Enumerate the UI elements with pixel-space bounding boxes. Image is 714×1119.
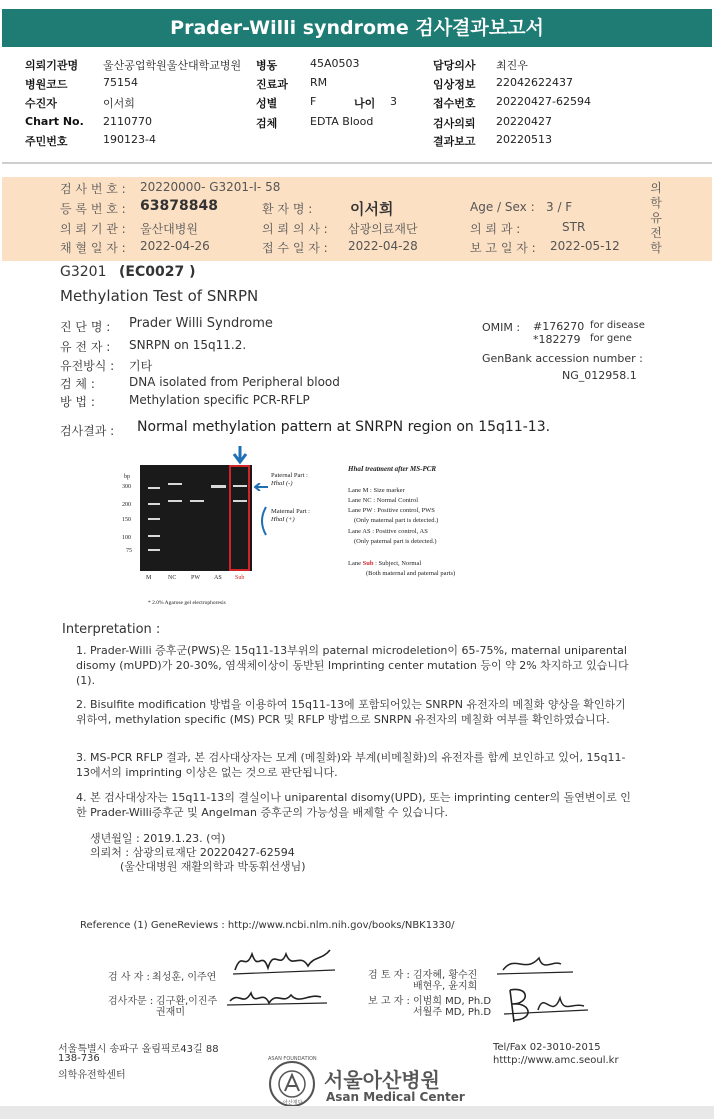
reviewer-value-2: 배현우, 윤지희 [413, 981, 478, 992]
arrow-down-icon [232, 446, 248, 466]
field-value: F [310, 95, 317, 108]
field-value: 190123-4 [103, 133, 156, 146]
advisor-value-2: 권재미 [156, 1007, 185, 1018]
age-value: 3 [390, 95, 397, 108]
field-value: RM [310, 76, 328, 89]
test-no-label: 검 사 번 호 : [60, 182, 126, 196]
genbank-label: GenBank accession number : [482, 352, 643, 365]
marker-label: 300 [122, 484, 131, 490]
header-divider [2, 162, 712, 164]
legend-sub-note: (Both maternal and paternal parts) [366, 570, 456, 577]
omim-disease-note: for disease [590, 320, 645, 331]
gel-band [211, 485, 226, 488]
field-value: 20220513 [496, 133, 552, 146]
inherit-label: 유전방식 : [60, 359, 115, 373]
field-label: 검사의뢰 [433, 117, 476, 130]
age-label: 나이 [354, 97, 376, 110]
reporter-label: 보 고 자 : [368, 996, 410, 1007]
bracket-icon [256, 506, 268, 536]
gel-band [168, 500, 182, 502]
age-sex-value: 3 / F [546, 200, 573, 214]
field-label: Chart No. [25, 115, 84, 128]
receive-label: 접 수 일 자 : [262, 241, 328, 255]
field-value: 20220427-62594 [496, 95, 591, 108]
reference: Reference (1) GeneReviews : http://www.ncbi.nlm.nih.gov/books/NBK1330/ [80, 920, 455, 931]
footer-address-1: 서울특별시 송파구 올림픽로43길 88 [58, 1044, 219, 1055]
patient-value: 이서희 [350, 200, 394, 218]
paternal-sub: HhaI (-) [271, 480, 293, 487]
lane-label: M [146, 575, 152, 581]
reporter-value-1: 이범희 MD, Ph.D [413, 996, 492, 1007]
lane-label: AS [214, 575, 222, 581]
collect-value: 2022-04-26 [140, 239, 210, 253]
field-label: 검체 [256, 117, 278, 130]
omim-label: OMIM : [482, 321, 521, 334]
field-label: 담당의사 [433, 59, 476, 72]
reporter-value-2: 서월주 MD, Ph.D [413, 1007, 492, 1018]
gel-band [148, 535, 160, 537]
test-ec: (EC0027 ) [119, 264, 196, 280]
tester-signature [230, 940, 340, 980]
field-value: 울산공업학원울산대학교병원 [103, 59, 242, 72]
page-footer-bar [0, 1106, 714, 1119]
lane-label: PW [191, 575, 200, 581]
logo-english: Asan Medical Center [326, 1090, 465, 1104]
method-value: Methylation specific PCR-RFLP [129, 393, 310, 407]
test-name: Methylation Test of SNRPN [60, 287, 259, 305]
field-label: 임상정보 [433, 78, 476, 91]
paternal-title: Paternal Part : [271, 472, 308, 479]
marker-label: 200 [122, 502, 131, 508]
field-value: EDTA Blood [310, 115, 374, 128]
maternal-title: Maternal Part : [271, 508, 310, 515]
legend-line: Lane M : Size marker [348, 487, 405, 494]
legend-line: Lane NC : Normal Control [348, 497, 419, 504]
collect-label: 채 혈 일 자 : [60, 241, 126, 255]
legend-line: Lane AS : Positive control, AS [348, 528, 428, 535]
gene-value: SNRPN on 15q11.2. [129, 338, 247, 352]
gel-band [168, 483, 182, 485]
footer-tel: Tel/Fax 02-3010-2015 [493, 1042, 601, 1053]
specimen-value: DNA isolated from Peripheral blood [129, 375, 340, 389]
legend-sub-line: Lane Sub : Subject, Normal [348, 560, 422, 567]
gene-label: 유 전 자 : [60, 340, 111, 354]
result-value: Normal methylation pattern at SNRPN region on 15q11-13. [137, 419, 551, 435]
maternal-sub: HhaI (+) [271, 516, 295, 523]
age-sex-label: Age / Sex : [470, 200, 535, 214]
requester-note-2: (울산대병원 재활의학과 박동휘선생님) [120, 860, 306, 873]
figure-footnote: * 2.0% Agarose gel electrophoresis [148, 600, 226, 606]
reviewer-value-1: 김자혜, 황수진 [413, 970, 478, 981]
gel-band [190, 500, 204, 502]
gel-band [148, 518, 160, 520]
field-value: 최진우 [496, 59, 528, 72]
field-value: 20220427 [496, 115, 552, 128]
gel-band [148, 487, 160, 489]
field-label: 진료과 [256, 78, 288, 91]
advisor-label: 검사자문 : [108, 996, 154, 1007]
field-label: 결과보고 [433, 135, 476, 148]
field-value: 이서희 [103, 97, 135, 110]
result-label: 검사결과 : [60, 424, 115, 438]
inherit-value: 기타 [129, 359, 153, 373]
specimen-label: 검 체 : [60, 377, 95, 391]
field-label: 의뢰기관명 [25, 59, 79, 72]
report-value: 2022-05-12 [550, 239, 620, 253]
patient-label: 환 자 명 : [262, 202, 313, 216]
marker-label: 75 [126, 548, 132, 554]
inst-value: 울산대병원 [140, 222, 198, 236]
bp-label: bp [124, 474, 130, 480]
field-label: 병동 [256, 59, 278, 72]
reviewer-label: 검 토 자 : [368, 970, 410, 981]
lane-label-subject: Sub [235, 575, 245, 581]
footer-address-2: 138-736 [58, 1053, 100, 1064]
arrow-left-icon [254, 483, 268, 491]
field-label: 병원코드 [25, 78, 68, 91]
legend-title: HhaI treatment after MS-PCR [348, 465, 437, 473]
gel-band [148, 503, 160, 505]
test-code: G3201 [60, 264, 107, 280]
field-value: 45A0503 [310, 57, 360, 70]
tester-value: 최성훈, 이주연 [152, 972, 217, 983]
birth-note: 생년월일 : 2019.1.23. (여) [90, 832, 226, 845]
interpretation-item-1: 1. Prader-Willi 증후군(PWS)은 15q11-13부위의 paternal microdeletion이 65-75%, maternal uniparental disomy (mUPD)가 20-30%, 염색체이상이 동반된 Imprinting center mutation 등이 약 2% 차지하고 있습니다 (1). [76, 644, 629, 687]
omim-gene-note: for gene [590, 333, 632, 344]
field-value: 2110770 [103, 115, 152, 128]
subject-lane-highlight [229, 465, 250, 571]
doctor-label: 의 뢰 의 사 : [262, 222, 328, 236]
omim-disease: #176270 [533, 320, 585, 333]
diag-value: Prader Willi Syndrome [129, 316, 273, 331]
gel-band [148, 549, 160, 551]
genbank-value: NG_012958.1 [562, 369, 637, 382]
interpretation-title: Interpretation : [62, 622, 161, 637]
interpretation-item-4: 4. 본 검사대상자는 15q11-13의 결실이나 uniparental disomy(UPD), 또는 imprinting center의 돌연변이로 인한 Prader-Willi증후군 및 Angelman 증후군의 가능성을 배제할 수 있습니다. [76, 791, 631, 819]
report-title: Prader-Willi syndrome 검사결과보고서 [2, 9, 712, 47]
interpretation-item-2: 2. Bisulfite modification 방법을 이용하여 15q11-13에 포함되어있는 SNRPN 유전자의 메칠화 양상을 확인하기 위하여, methylation specific (MS) PCR 및 RFLP 방법으로 SNRPN 유전자의 메칠화 여부를 확인하였습니다. [76, 698, 626, 726]
legend-line: (Only paternal part is detected.) [354, 538, 437, 545]
footer-web: htttp://www.amc.seoul.kr [493, 1055, 619, 1066]
tester-label: 검 사 자 : [108, 972, 150, 983]
field-value: 22042622437 [496, 76, 573, 89]
field-value: 75154 [103, 76, 138, 89]
report-label: 보 고 일 자 : [470, 241, 536, 255]
legend-line: Lane PW : Positive control, PWS [348, 507, 435, 514]
omim-gene: *182279 [533, 333, 581, 346]
logo-korean: 서울아산병원 [324, 1068, 440, 1092]
marker-label: 100 [122, 535, 131, 541]
dept-value: STR [562, 220, 586, 234]
field-label: 주민번호 [25, 135, 68, 148]
field-label: 성별 [256, 97, 278, 110]
reg-no-label: 등 록 번 호 : [60, 202, 126, 216]
footer-address-3: 의학유전학센터 [58, 1070, 126, 1081]
advisor-signature [225, 983, 335, 1013]
seal-text: ASAN FOUNDATION [268, 1056, 317, 1062]
doctor-value: 삼광의료재단 [348, 222, 418, 236]
advisor-value-1: 김구환,이진주 [156, 996, 218, 1007]
reporter-signature [500, 980, 590, 1030]
test-no-value: 20220000- G3201-I- 58 [140, 180, 281, 194]
requester-note: 의뢰처 : 삼광의료재단 20220427-62594 [90, 846, 295, 859]
field-label: 수진자 [25, 97, 57, 110]
reviewer-signature [495, 950, 575, 980]
diag-label: 진 단 명 : [60, 320, 111, 334]
field-label: 접수번호 [433, 97, 476, 110]
method-label: 방 법 : [60, 395, 95, 409]
legend-line: (Only maternal part is detected.) [354, 517, 439, 524]
seal-sub: 아산재단 [283, 1100, 303, 1106]
reg-no-value: 63878848 [140, 198, 218, 214]
inst-label: 의 뢰 기 관 : [60, 222, 126, 236]
interpretation-item-3: 3. MS-PCR RFLP 결과, 본 검사대상자는 모계 (메칠화)와 부계(비메칠화)의 유전자를 함께 보인하고 있어, 15q11-13에서의 imprinting 이상은 없는 것으로 판단됩니다. [76, 751, 626, 779]
receive-value: 2022-04-28 [348, 239, 418, 253]
marker-label: 150 [122, 517, 131, 523]
dept-label: 의 뢰 과 : [470, 222, 521, 236]
lab-side-label: 의학유전학 [650, 181, 662, 255]
lane-label: NC [168, 575, 177, 581]
